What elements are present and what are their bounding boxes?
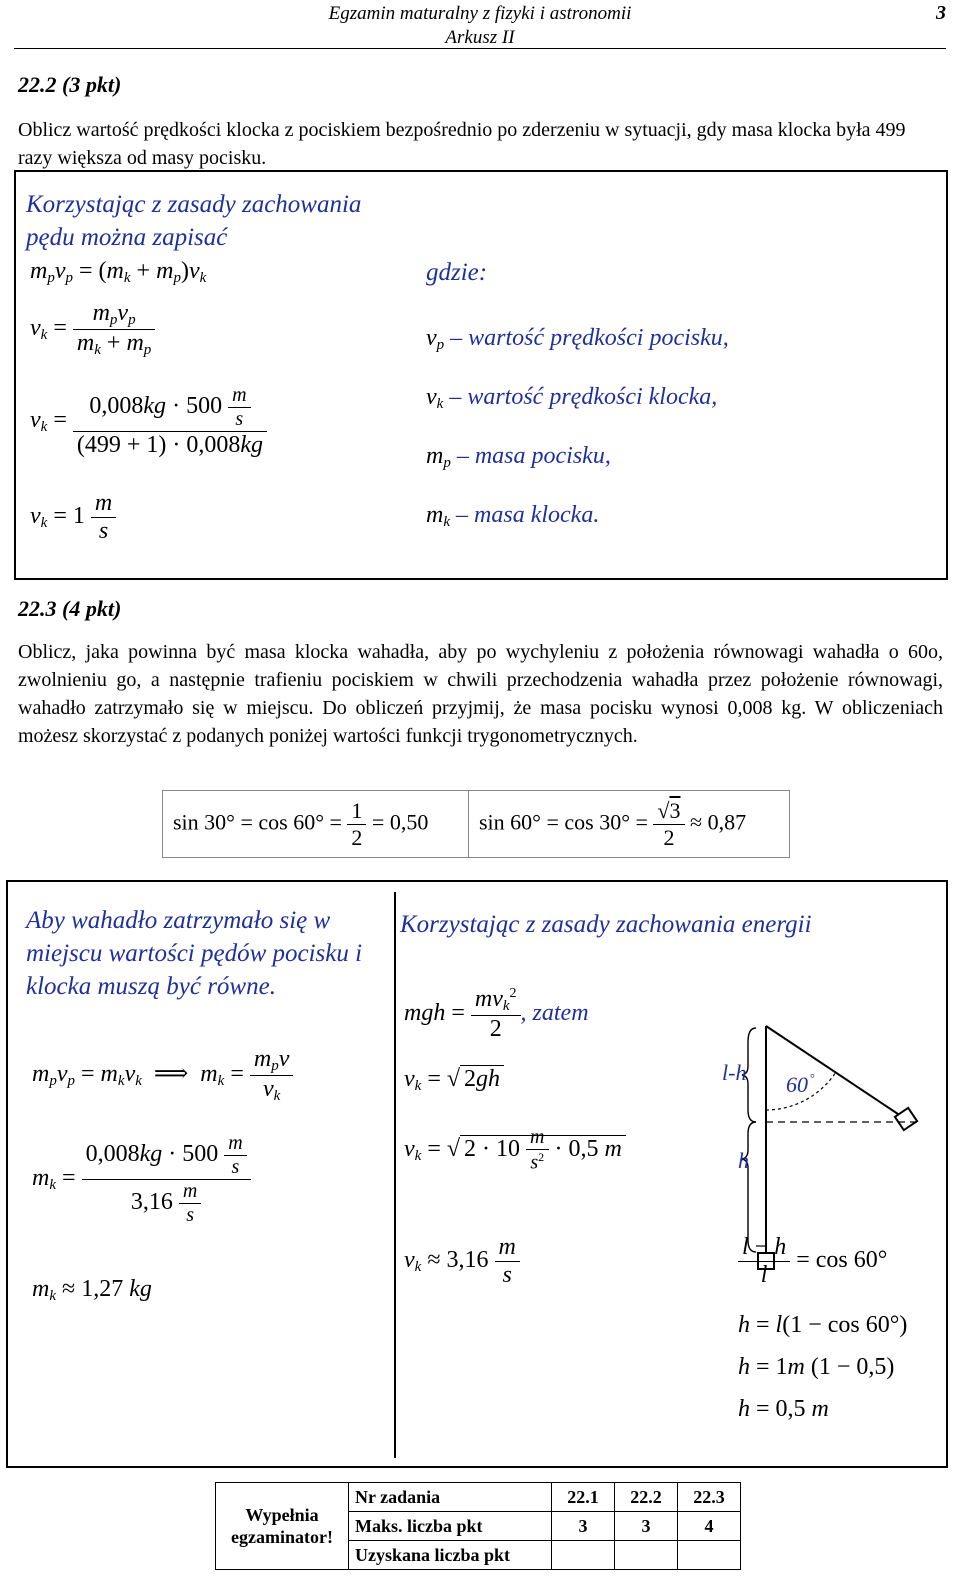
vk-substitution: $v_k$ = 0,008kg · 500 $\frac{m}{s}$ (499 + 1) · 0,008kg [30, 384, 267, 459]
exam-title: Egzamin maturalny z fizyki i astronomii [328, 3, 632, 24]
page-number: 3 [936, 2, 946, 24]
score-table [215, 1482, 741, 1570]
left-intro: Aby wahadło zatrzymało się w miejscu wartości pędów pocisku i klocka muszą być równe. [26, 907, 363, 1000]
trig-values-table [162, 790, 790, 858]
trig-cell-60: sin 60° = cos 30° = $\frac{√3}{2}$ ≈ 0,87 [469, 791, 790, 858]
score-obtained-22-2[interactable] [615, 1541, 678, 1570]
score-task-22-3: 22.3 [678, 1483, 741, 1512]
column-divider [394, 892, 396, 1458]
exam-sheet: Arkusz II [445, 27, 515, 48]
vk-value: $v_k \approx 3,16$ $\frac{m}{s}$ [404, 1234, 520, 1289]
score-task-22-2: 22.2 [615, 1483, 678, 1512]
score-max-22-2: 3 [615, 1512, 678, 1541]
degree-mark: ° [810, 1071, 815, 1085]
h-formula: h = l(1 − cos 60°) [738, 1312, 908, 1338]
answer-box-22-2 [14, 170, 948, 580]
score-row-obtained-label: Uzyskana liczba pkt [349, 1541, 552, 1570]
energy-equation: mgh = $\frac{mv_k^2}{2}$ , zatem [404, 986, 589, 1042]
answer-box-22-3 [6, 880, 948, 1468]
task-22-3-title: 22.3 (4 pkt) [18, 596, 122, 621]
task-22-2-question: Oblicz wartość prędkości klocka z pociskiem bezpośrednio po zderzeniu w sytuacji, gdy masa klocka była 499 razy większa od masy pocisku. [18, 119, 906, 169]
score-task-22-1: 22.1 [552, 1483, 615, 1512]
legend-vp: $v_p$ – wartość prędkości pocisku, [426, 325, 729, 353]
score-obtained-22-3[interactable] [678, 1541, 741, 1570]
score-max-22-1: 3 [552, 1512, 615, 1541]
task-22-2-title: 22.2 (3 pkt) [18, 72, 122, 97]
label-angle: 60 [786, 1072, 808, 1097]
legend-vk: $v_k$ – wartość prędkości klocka, [426, 384, 718, 412]
trig-cell-30: sin 30° = cos 60° = $\frac{1}{2}$ = 0,50 [163, 791, 469, 858]
score-max-22-3: 4 [678, 1512, 741, 1541]
label-h: h [738, 1148, 749, 1173]
mk-result: $m_k \approx 1,27$ kg [32, 1276, 152, 1304]
exam-header [320, 2, 640, 50]
vk-formula: $v_k$ = $\frac{m_pv_p}{m_k + m_p}$ [30, 300, 155, 359]
where-label: gdzie: [426, 259, 488, 286]
score-row-task-label: Nr zadania [349, 1483, 552, 1512]
vk-sqrt-substitution: $v_k$ = √ 2 · 10 $\frac{m}{s^2}$ · 0,5 m [404, 1126, 626, 1175]
score-obtained-22-1[interactable] [552, 1541, 615, 1570]
pendulum-bob-deflected [895, 1108, 917, 1130]
cos-relation: $\frac{l - h}{l}$ = cos 60° [738, 1234, 887, 1289]
momentum-equation: $m_pv_p = (m_k + m_p)v_k$ [30, 258, 207, 286]
legend-mp: $m_p$ – masa pocisku, [426, 443, 611, 471]
vk-result: $v_k = 1$ $\frac{m}{s}$ [30, 490, 116, 545]
label-l-minus-h: l-h [722, 1060, 747, 1085]
symbol-legend [426, 312, 729, 548]
right-intro: Korzystając z zasady zachowania energii [400, 911, 812, 938]
task-22-3-question: Oblicz, jaka powinna być masa klocka wahadła, aby po wychyleniu z położenia równowagi wahadła o 60o, zwolnieniu go, a następnie trafieniu pociskiem w chwili przechodzenia wahadła przez położenie równowagi, wahadło zatrzymało się w miejscu. Do obliczeń przyjmij, że masa pocisku wynosi 0,008 kg. W obliczeniach możesz skorzystać z podanych poniżej wartości funkcji trygonometrycznych. [18, 641, 943, 747]
h-result: h = 0,5 m [738, 1396, 829, 1422]
vk-sqrt-formula: $v_k$ = √ 2gh [404, 1066, 504, 1095]
examiner-label: Wypełnia egzaminator! [216, 1483, 349, 1570]
momentum-balance: $m_pv_p = m_kv_k$ ⟹ $m_k$ = $\frac{m_pv}{v_k}$ [32, 1046, 293, 1105]
score-table-wrapper [215, 1482, 741, 1570]
legend-mk: $m_k$ – masa klocka. [426, 502, 600, 530]
mk-substitution: $m_k$ = 0,008kg · 500 $\frac{m}{s}$ 3,16 $\frac{m}{s}$ [32, 1132, 251, 1227]
header-rule [14, 48, 946, 49]
h-substitution: h = 1m (1 − 0,5) [738, 1354, 895, 1380]
h-brace [742, 1122, 756, 1252]
score-row-max-label: Maks. liczba pkt [349, 1512, 552, 1541]
answer-intro-22-2: Korzystając z zasady zachowania pędu można zapisać [26, 191, 362, 251]
